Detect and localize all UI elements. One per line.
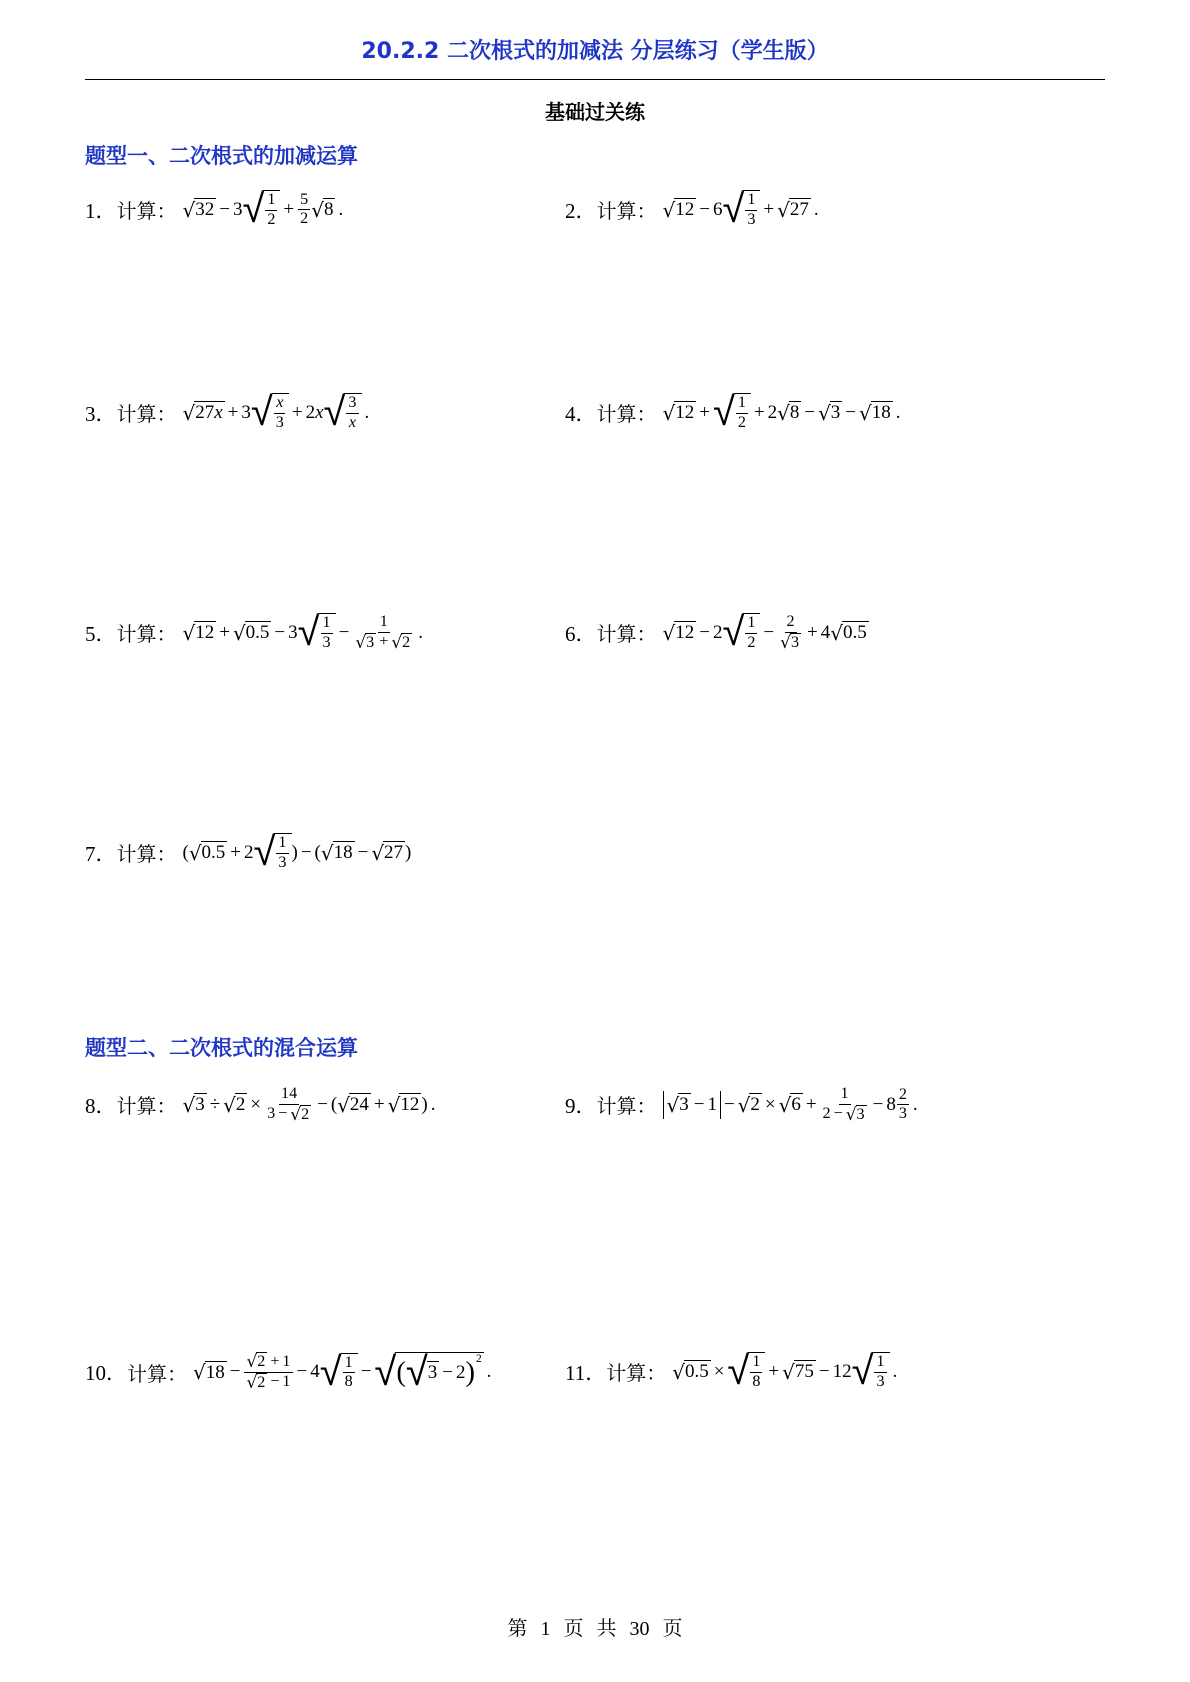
problem-number: 1． <box>85 198 117 223</box>
problem-label: 计算： <box>127 1361 187 1386</box>
problem-number: 3． <box>85 401 117 426</box>
section-title: 基础过关练 <box>545 100 645 124</box>
math-expression: ( √ 0.5 + 2 √ 1 3 ) − ( √ 18 − √ 27 ) <box>182 829 412 875</box>
math-expression: √ 3 − 1 − √ 2 × √ 6 + 1 2 − √ 3 − 8 $\frac{2}{3}$ . <box>663 1085 921 1124</box>
problem-number: 2． <box>565 198 597 223</box>
problem-label: 计算： <box>596 622 657 647</box>
problem-6 <box>565 609 869 655</box>
problem-number: 5． <box>85 621 117 646</box>
problem-label: 计算： <box>116 1094 177 1119</box>
problem-label: 计算： <box>596 199 657 224</box>
problem-2 <box>565 186 822 232</box>
type-heading-2: 题型二、二次根式的混合运算 <box>85 1036 358 1060</box>
problem-number: 9． <box>565 1093 597 1118</box>
math-expression: √ 12 − 6 √ 1 3 + √ 27 . <box>662 186 819 232</box>
problem-label: 计算： <box>596 1094 657 1119</box>
problem-label: 计算： <box>596 402 657 427</box>
type-heading-1: 题型一、二次根式的加减运算 <box>85 144 358 168</box>
document-title: 20.2.2 二次根式的加减法 分层练习（学生版） <box>361 39 829 64</box>
math-expression: √ 12 + √ 0.5 − 3 √ 1 3 − 1 √ 3 + √ 2 . <box>182 609 423 655</box>
problem-label: 计算： <box>116 622 177 647</box>
problem-9 <box>565 1085 921 1124</box>
problem-8 <box>85 1085 438 1124</box>
problem-label: 计算： <box>606 1361 667 1386</box>
problem-5 <box>85 609 426 655</box>
problem-number: 7． <box>85 841 117 866</box>
math-expression: √ 27 x + 3 √ x 3 + 2 x √ 3 x . <box>182 389 370 435</box>
problem-3 <box>85 389 372 435</box>
problem-11 <box>565 1348 900 1394</box>
problem-label: 计算： <box>116 402 177 427</box>
problem-label: 计算： <box>116 199 177 224</box>
problem-number: 4． <box>565 401 597 426</box>
problem-label: 计算： <box>116 842 177 867</box>
problem-number: 11． <box>565 1360 607 1385</box>
problem-number: 10． <box>85 1361 127 1386</box>
problem-number: 6． <box>565 621 597 646</box>
page-footer: 第 1 页 共 30 页 <box>507 1618 683 1640</box>
problem-number: 8． <box>85 1093 117 1118</box>
problem-10 <box>85 1348 494 1395</box>
math-expression: √ 12 + √ 1 2 + 2 √ 8 − √ 3 − √ 18 . <box>662 389 901 435</box>
header-rule <box>85 79 1105 80</box>
math-expression: √ 3 ÷ √ 2 × 14 3 − √ 2 − ( √ 24 + √ 12 ) . <box>182 1085 436 1124</box>
math-expression: √ 12 − 2 √ 1 2 − 2 √ 3 + 4 √ 0.5 <box>662 609 867 655</box>
math-expression: √ 18 − √ 2 + 1 √ 2 − 1 − 4 √ 1 8 − √ ( √ 3 − 2 ) 2 . <box>193 1348 492 1395</box>
math-expression: √ 0.5 × √ 1 8 + √ 75 − 12 √ 1 3 . <box>672 1348 898 1394</box>
problem-1 <box>85 186 346 232</box>
math-expression: √ 32 − 3 √ 1 2 + $\frac{5}{2}$ √ 8 . <box>182 186 344 232</box>
problem-7 <box>85 829 412 875</box>
problem-4 <box>565 389 903 435</box>
